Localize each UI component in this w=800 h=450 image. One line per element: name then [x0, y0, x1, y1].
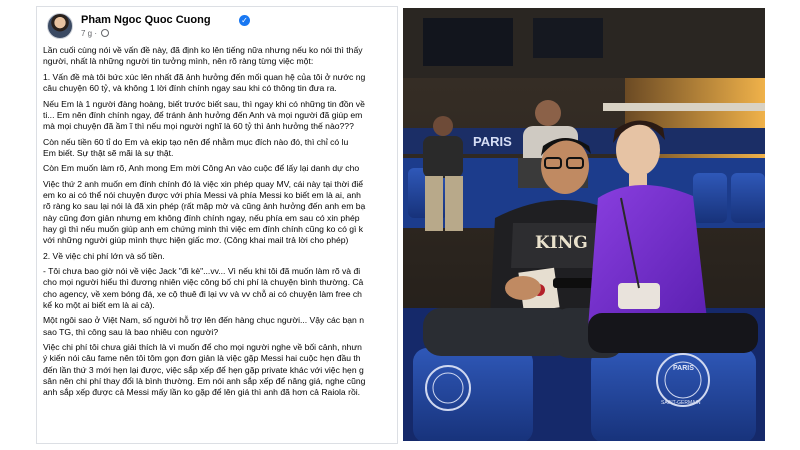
stadium-photo-illustration — [403, 8, 765, 441]
globe-icon — [101, 29, 109, 37]
post-line: anh sắp xếp được cả Messi mấy lần ko gặp để lên giá thì anh đã hơn cả Raiola rồi. — [43, 387, 361, 397]
post-line: cho mọi người hiểu thì đương nhiên việc công bố chi phí là chuyện bình thường. Cả — [43, 277, 364, 288]
post-line: 1. Vấn đề mà tôi bức xúc lên nhất đã ảnh hưởng đến mối quan hệ của tôi ở nước ng — [43, 71, 366, 82]
post-line: Em biết. Sự thật sẽ mãi là sự thật. — [43, 147, 174, 158]
facebook-post-card — [36, 6, 398, 444]
post-line: sao TG, thì công sau là bao nhiêu con người? — [43, 326, 219, 337]
post-time[interactable]: 7 g — [81, 29, 93, 38]
dark-window — [423, 18, 513, 66]
post-line: Việc chi phí tôi chưa giải thích là vì muốn để cho mọi người nghe về bối cảnh, nhưn — [43, 342, 362, 353]
dark-window — [533, 18, 603, 58]
jacket-text: KING — [535, 233, 588, 253]
author-avatar[interactable] — [47, 13, 73, 39]
post-line: câu chuyện 60 tỷ, và không 1 lời đính chính ngay sau khi có thông tin đưa ra. — [43, 83, 337, 93]
post-line: Việc thứ 2 anh muốn em đính chính đó là việc xin phép quay MV, cái này tại thời điể — [43, 178, 364, 189]
post-line: đến lần thứ 3 mới hẹn lại được, việc sắp xếp để hẹn gặp private khác với việc hẹn g — [43, 364, 364, 375]
seat-logo-top: PARIS — [673, 365, 694, 372]
seat-logo-bottom: SAINT-GERMAIN — [661, 400, 701, 406]
post-line: hay gì thì nếu muốn giúp anh em chứng minh thì việc em đính chính cũng ko có gì k — [43, 223, 364, 234]
post-line: em ko ai có thể nói chuyện được với phía Messi và phía Messi ko biết em là ai, anh — [43, 190, 361, 201]
post-line: cho agency, về xem bóng đá, xe cộ thuê đi lại vv và vv chỗ ai có chuyện làm free ch — [43, 288, 362, 299]
glass-railing — [603, 103, 765, 111]
post-line: với những người giúp mình thực hiện giấc mơ. (Công khai mail trả lời cho phép) — [43, 235, 349, 245]
post-line: Lần cuối cùng nói về vấn đề này, đã định ko lên tiếng nữa nhưng nếu ko nói thì thấy — [43, 45, 363, 55]
banner-text: PARIS — [473, 134, 512, 149]
post-line: 2. Về việc chi phí lớn và số tiền. — [43, 250, 165, 261]
post-line: Nếu Em là 1 người đàng hoàng, biết trước biết sau, thì ngay khi có những tin đồn về — [43, 98, 365, 109]
post-line: rõ ràng ko sau lại nói là đã xin phép (rất mập mờ và cũng ảnh hưởng đến anh em bạ — [43, 201, 366, 212]
post-timestamp[interactable]: 7 g · — [81, 29, 109, 38]
post-line: Còn nếu tiền 60 tỉ do Em và ekip tạo nên để nhằm mục đích nào đó, thì chỉ có lu — [43, 136, 349, 147]
post-line: này cũng đơn giản nhưng em không đính chính ngay, nếu phía em sau có xin phép — [43, 212, 360, 223]
verified-badge-icon: ✓ — [239, 15, 250, 26]
post-line: người, nhất là những người tin tưởng mình, nên rõ ràng từng việc một: — [43, 56, 314, 67]
post-line: Còn Em muốn làm rõ, Anh mong Em mời Công An vào cuộc để lấy lại danh dự cho — [43, 163, 360, 174]
post-crop-edge — [393, 43, 397, 444]
stadium-photo — [403, 8, 765, 441]
post-line: mà mọi chuyện đã ầm ĩ thì nếu mọi người nghĩ là 60 tỷ thì ảnh hưởng thế nào??? — [43, 121, 354, 131]
post-line: kể ko một ai biết em là ai cả). — [43, 299, 155, 310]
post-body-text — [43, 45, 398, 398]
post-line: Một ngôi sao ở Việt Nam, số người hỗ trợ lên đến hàng chục người... Vậy các bạn n — [43, 315, 364, 326]
post-line: sân nên chi phí thay đổi là bình thường. Em nói anh sắp xếp để nâng giá, nghe cũng — [43, 375, 366, 386]
post-line: ý kiến nói câu fame nên tôi tôm gọn đơn giản là việc gặp Messi hai cuộc hẹn đầu th — [43, 353, 361, 364]
post-line: - Tôi chưa bao giờ nói về việc Jack "đi kè"...vv... Vì nếu khi tôi đã muốn làm rõ và đi — [43, 266, 361, 277]
post-header — [43, 11, 393, 43]
author-name[interactable]: Pham Ngoc Quoc Cuong — [81, 14, 211, 26]
post-line: ti... Em nên đính chính ngay, để tránh ảnh hưởng đến Anh và mọi người đã giúp em — [43, 109, 363, 120]
